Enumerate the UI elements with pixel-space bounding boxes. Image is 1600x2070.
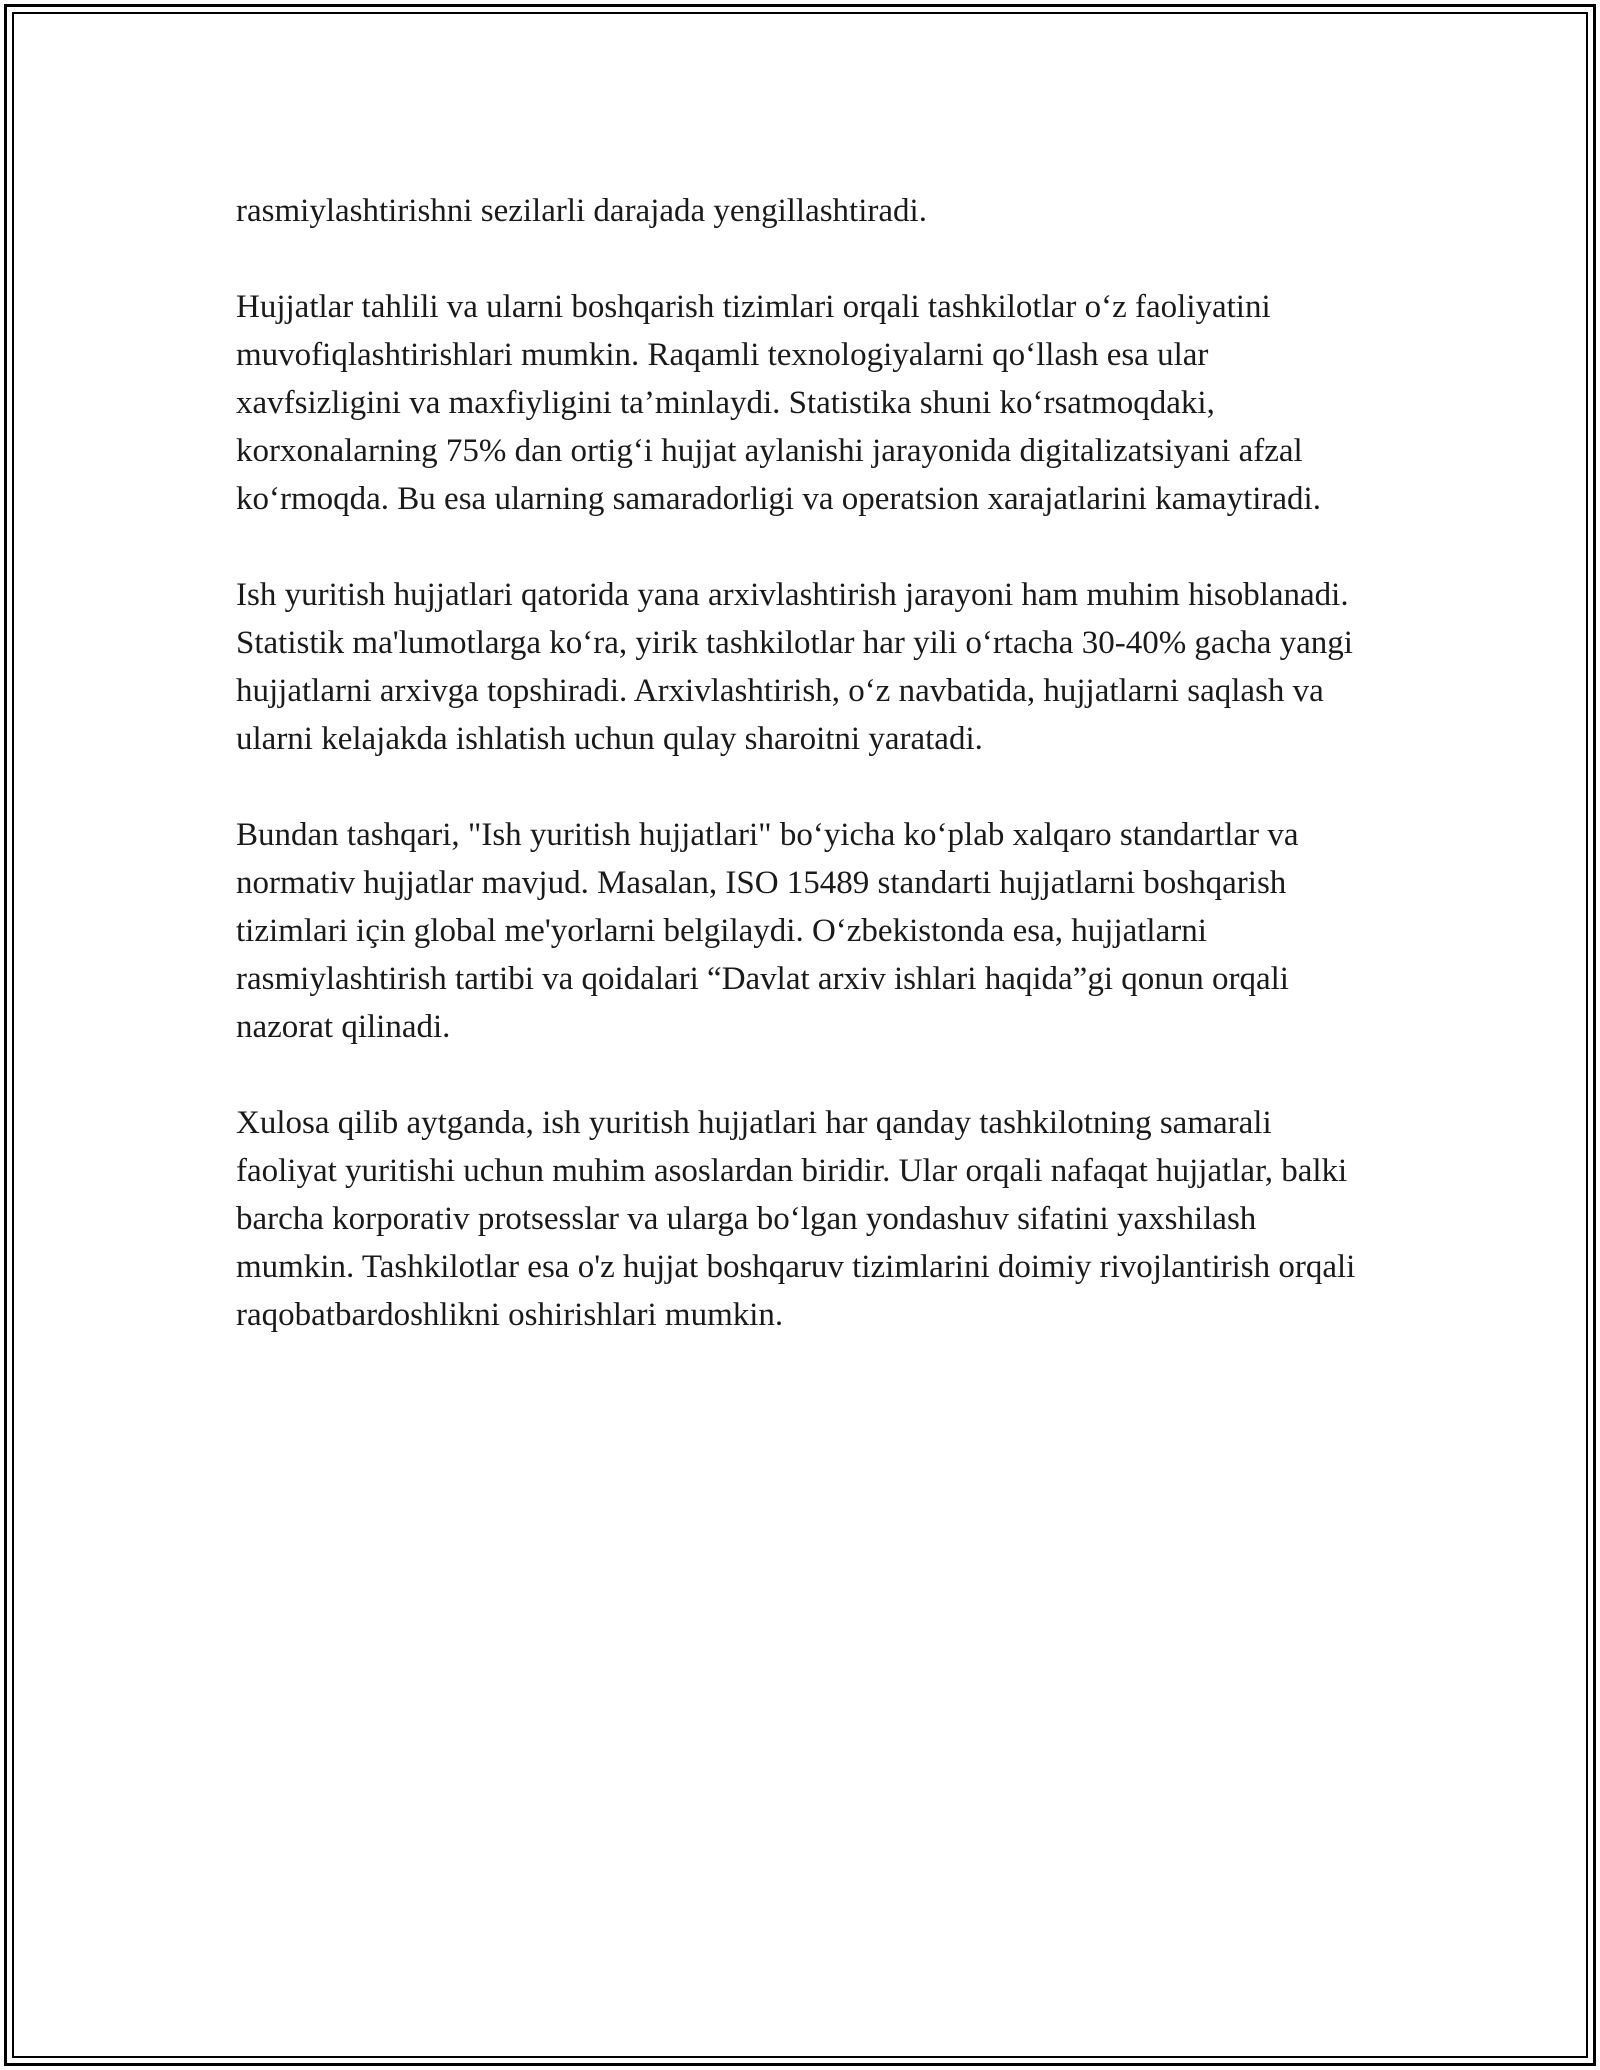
paragraph-2: Hujjatlar tahlili va ularni boshqarish tizimlari orqali tashkilotlar o‘z faoliyatini muvofiqlashtirishlari mumkin. Raqamli texnologiyalarni qo‘llash esa ular xavfsizligini va maxfiyligini ta’minlaydi. Statistika shuni ko‘rsatmoqdaki, korxonalarning 75% dan ortig‘i hujjat aylanishi jarayonida digitalizatsiyani afzal ko‘rmoqda. Bu esa ularning samaradorligi va operatsion xarajatlarini kamaytiradi. xyxy=(236,289,1321,517)
paragraph-1: rasmiylashtirishni sezilarli darajada yengillashtiradi. xyxy=(236,193,927,229)
paragraph-4: Bundan tashqari, "Ish yuritish hujjatlari" bo‘yicha ko‘plab xalqaro standartlar va normativ hujjatlar mavjud. Masalan, ISO 15489 standarti hujjatlarni boshqarish tizimlari için global me'yorlarni belgilaydi. O‘zbekistonda esa, hujjatlarni rasmiylashtirish tartibi va qoidalari “Davlat arxiv ishlari haqida”gi qonun orqali nazorat qilinadi. xyxy=(236,817,1299,1045)
document-body xyxy=(236,187,1366,1387)
paragraph-5: Xulosa qilib aytganda, ish yuritish hujjatlari har qanday tashkilotning samarali faoliyat yuritishi uchun muhim asoslardan biridir. Ular orqali nafaqat hujjatlar, balki barcha korporativ protsesslar va ularga bo‘lgan yondashuv sifatini yaxshilash mumkin. Tashkilotlar esa o'z hujjat boshqaruv tizimlarini doimiy rivojlantirish orqali raqobatbardoshlikni oshirishlari mumkin. xyxy=(236,1105,1356,1333)
paragraph-3: Ish yuritish hujjatlari qatorida yana arxivlashtirish jarayoni ham muhim hisoblanadi. Statistik ma'lumotlarga ko‘ra, yirik tashkilotlar har yili o‘rtacha 30-40% gacha yangi hujjatlarni arxivga topshiradi. Arxivlashtirish, o‘z navbatida, hujjatlarni saqlash va ularni kelajakda ishlatish uchun qulay sharoitni yaratadi. xyxy=(236,577,1353,757)
